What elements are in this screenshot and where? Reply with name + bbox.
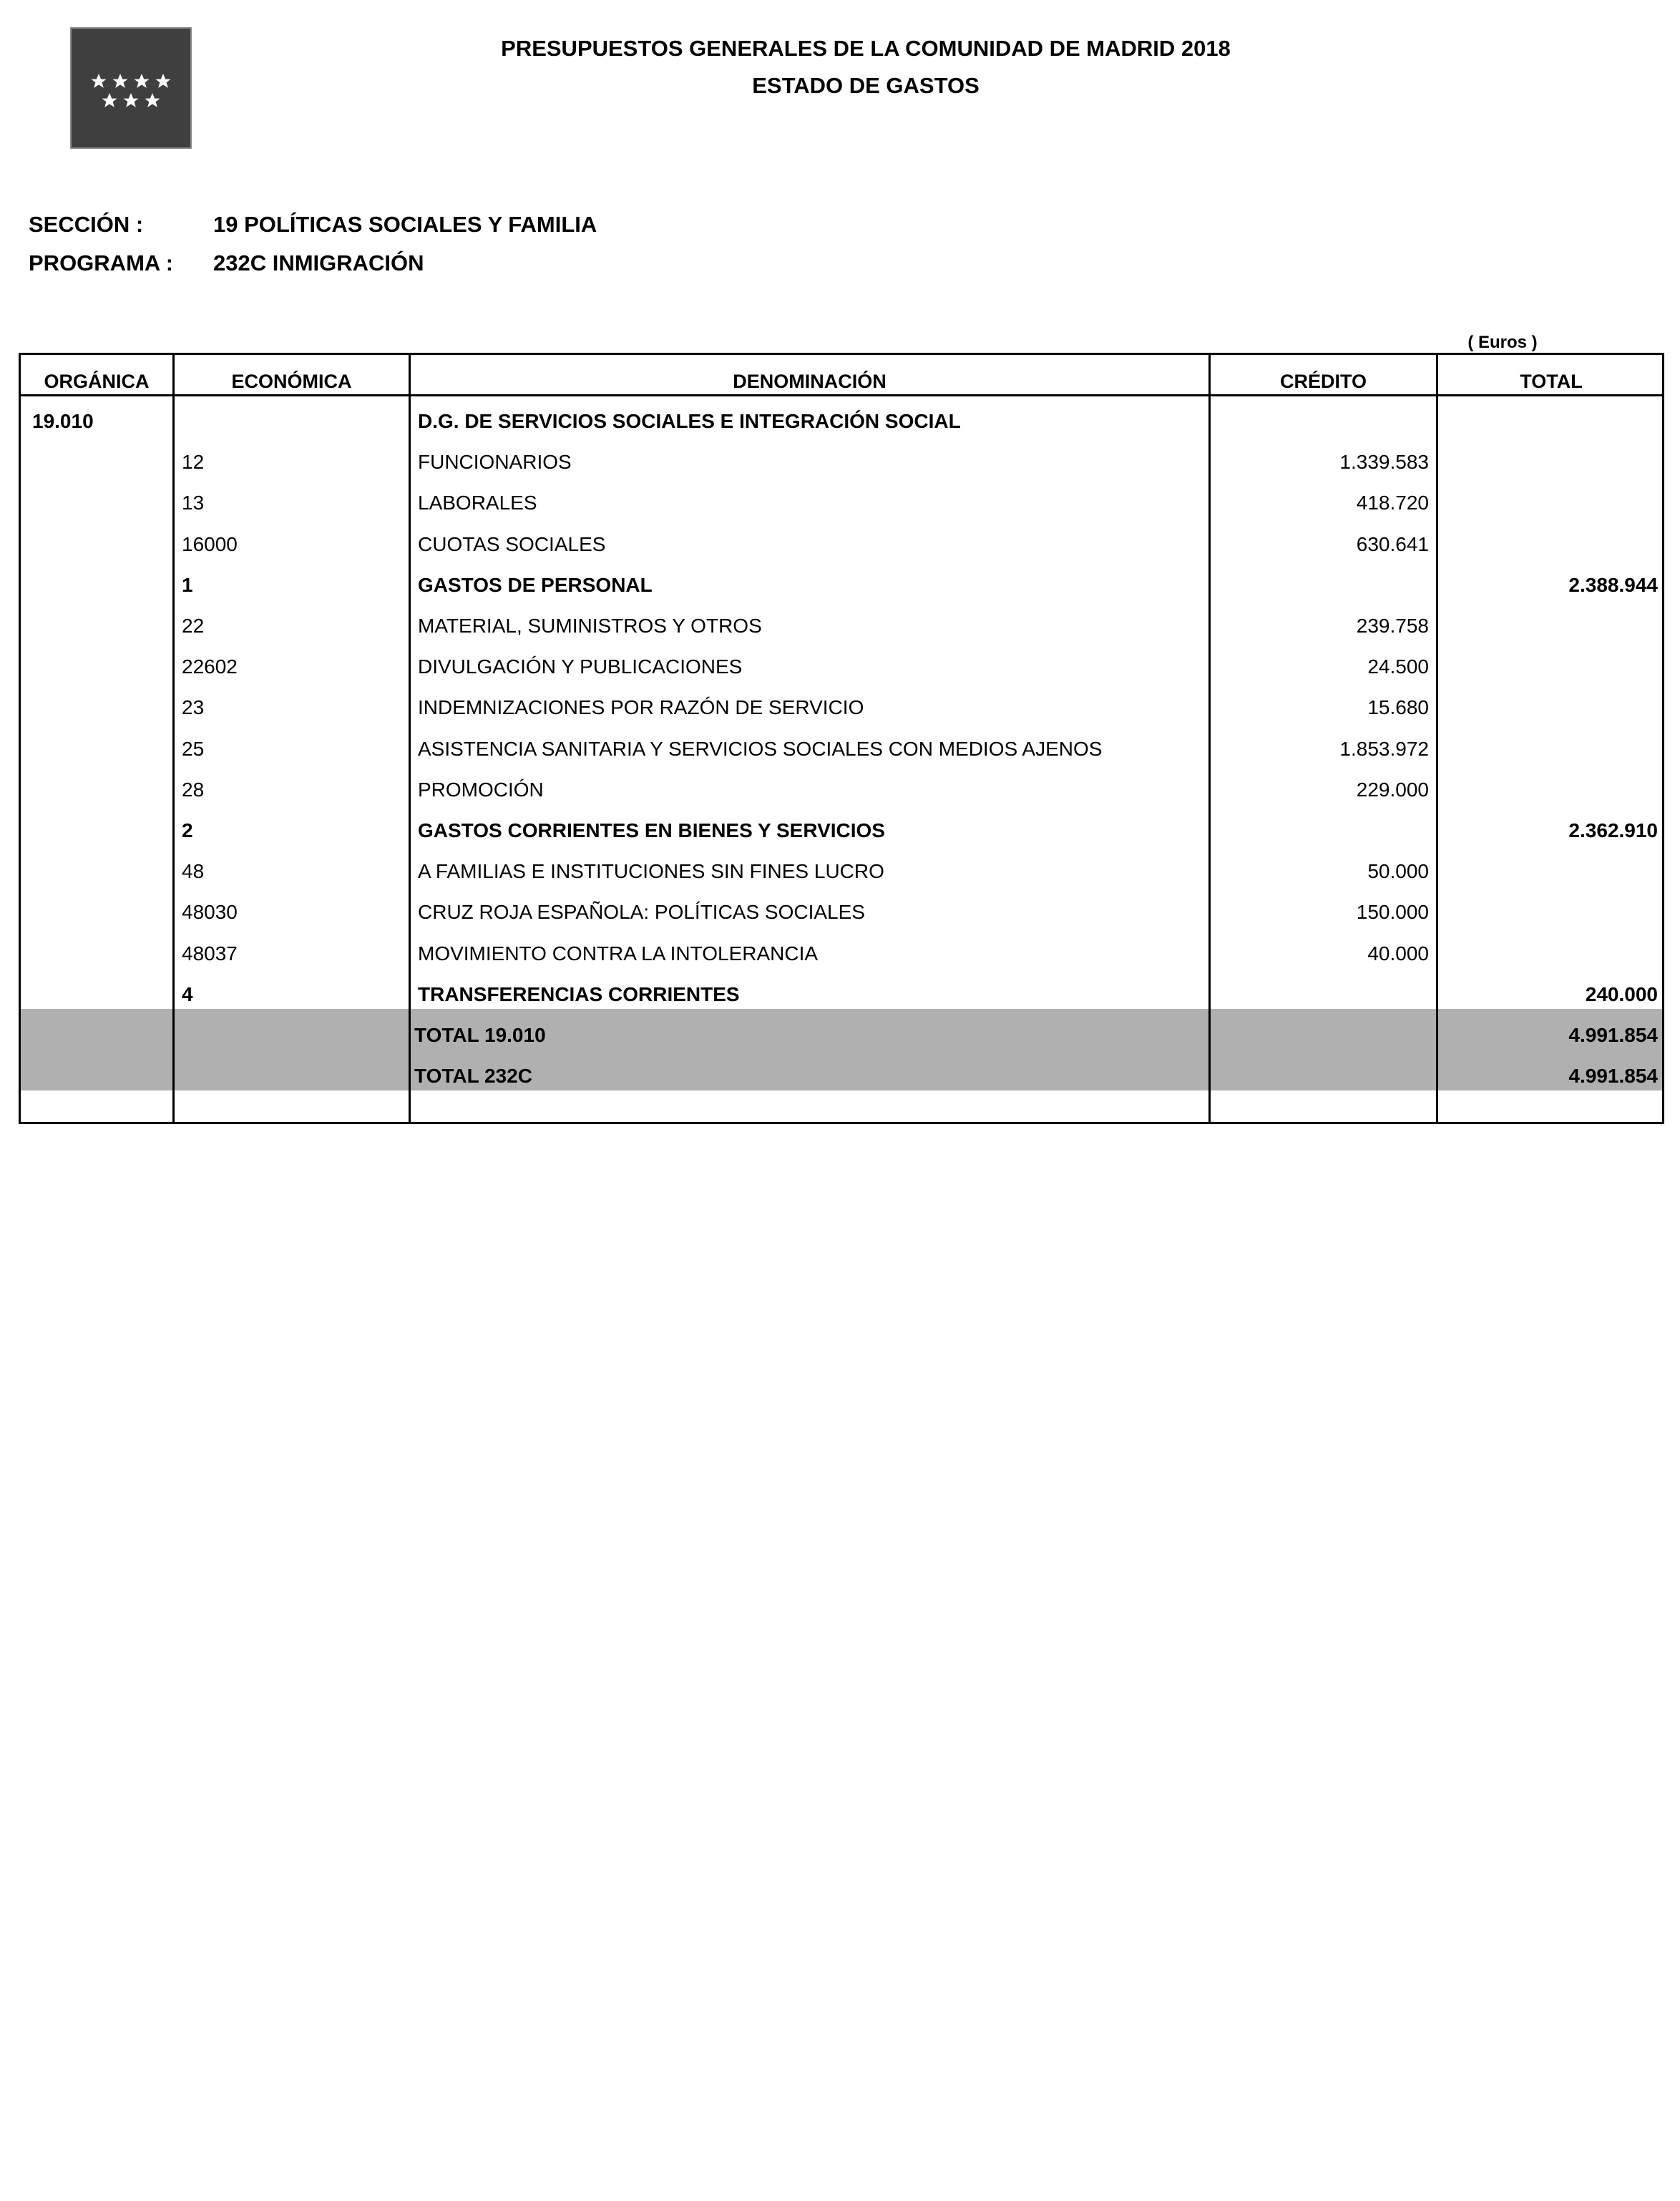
table-cell-credito: 50.000 bbox=[1367, 860, 1429, 882]
column-header-organica: ORGÁNICA bbox=[44, 371, 150, 392]
table-cell-economica: 12 bbox=[182, 451, 205, 473]
column-header-credito: CRÉDITO bbox=[1279, 371, 1367, 392]
table-cell-credito: 239.758 bbox=[1356, 615, 1429, 637]
header-divider bbox=[21, 394, 1662, 396]
column-divider bbox=[409, 355, 411, 1122]
table-cell-credito: 418.720 bbox=[1356, 492, 1429, 514]
table-cell-economica: 2 bbox=[182, 819, 193, 841]
units-label: ( Euros ) bbox=[1467, 333, 1538, 352]
table-cell-credito: 1.853.972 bbox=[1339, 738, 1429, 760]
madrid-stars-flag-icon bbox=[70, 27, 192, 149]
table-cell-economica: 4 bbox=[182, 983, 193, 1005]
table-cell-denominacion: GASTOS CORRIENTES EN BIENES Y SERVICIOS bbox=[418, 819, 885, 841]
table-cell-denominacion: ASISTENCIA SANITARIA Y SERVICIOS SOCIALES CON MEDIOS AJENOS bbox=[418, 738, 1103, 760]
seccion-label: SECCIÓN : bbox=[29, 212, 144, 237]
document-title: PRESUPUESTOS GENERALES DE LA COMUNIDAD DE MADRID 2018 bbox=[501, 36, 1231, 61]
table-cell-denominacion: D.G. DE SERVICIOS SOCIALES E INTEGRACIÓN SOCIAL bbox=[418, 410, 961, 432]
programa-label: PROGRAMA : bbox=[29, 250, 174, 275]
table-cell-total: 2.362.910 bbox=[1568, 819, 1658, 841]
total-row-label: TOTAL 19.010 bbox=[414, 1024, 546, 1046]
table-cell-denominacion: CUOTAS SOCIALES bbox=[418, 533, 606, 555]
table-cell-denominacion: A FAMILIAS E INSTITUCIONES SIN FINES LUCRO bbox=[418, 860, 884, 882]
table-cell-denominacion: MOVIMIENTO CONTRA LA INTOLERANCIA bbox=[418, 942, 819, 965]
total-row-value: 4.991.854 bbox=[1568, 1024, 1658, 1046]
seccion-value: 19 POLÍTICAS SOCIALES Y FAMILIA bbox=[213, 212, 597, 237]
table-cell-economica: 48030 bbox=[182, 901, 238, 923]
table-cell-economica: 28 bbox=[182, 779, 205, 801]
table-cell-credito: 630.641 bbox=[1356, 533, 1429, 555]
column-header-economica: ECONÓMICA bbox=[231, 371, 352, 392]
table-cell-economica: 13 bbox=[182, 492, 205, 514]
programa-value: 232C INMIGRACIÓN bbox=[213, 250, 424, 275]
budget-table bbox=[19, 353, 1664, 1124]
table-cell-credito: 229.000 bbox=[1356, 779, 1429, 801]
table-cell-total: 240.000 bbox=[1585, 983, 1658, 1005]
table-cell-denominacion: MATERIAL, SUMINISTROS Y OTROS bbox=[418, 615, 762, 637]
table-cell-organica: 19.010 bbox=[32, 410, 94, 432]
total-row-label: TOTAL 232C bbox=[414, 1065, 532, 1087]
table-cell-credito: 15.680 bbox=[1367, 696, 1429, 718]
table-cell-economica: 23 bbox=[182, 696, 205, 718]
total-row-value: 4.991.854 bbox=[1568, 1065, 1658, 1087]
column-divider bbox=[1436, 355, 1438, 1122]
table-cell-denominacion: LABORALES bbox=[418, 492, 537, 514]
column-divider bbox=[172, 355, 175, 1122]
table-cell-credito: 40.000 bbox=[1367, 942, 1429, 965]
table-cell-denominacion: TRANSFERENCIAS CORRIENTES bbox=[418, 983, 740, 1005]
table-cell-credito: 24.500 bbox=[1367, 655, 1429, 678]
document-subtitle: ESTADO DE GASTOS bbox=[752, 73, 980, 98]
table-cell-economica: 25 bbox=[182, 738, 205, 760]
table-cell-denominacion: INDEMNIZACIONES POR RAZÓN DE SERVICIO bbox=[418, 696, 864, 718]
column-header-denominacion: DENOMINACIÓN bbox=[733, 371, 887, 392]
table-cell-denominacion: PROMOCIÓN bbox=[418, 779, 544, 801]
table-cell-denominacion: DIVULGACIÓN Y PUBLICACIONES bbox=[418, 655, 743, 678]
table-cell-total: 2.388.944 bbox=[1568, 574, 1658, 596]
table-cell-economica: 48037 bbox=[182, 942, 238, 965]
table-cell-denominacion: FUNCIONARIOS bbox=[418, 451, 572, 473]
column-header-total: TOTAL bbox=[1520, 371, 1583, 392]
table-cell-economica: 22602 bbox=[182, 655, 238, 678]
column-divider bbox=[1208, 355, 1211, 1122]
table-cell-economica: 22 bbox=[182, 615, 205, 637]
table-cell-economica: 16000 bbox=[182, 533, 238, 555]
table-cell-credito: 1.339.583 bbox=[1339, 451, 1429, 473]
table-cell-denominacion: GASTOS DE PERSONAL bbox=[418, 574, 653, 596]
table-cell-denominacion: CRUZ ROJA ESPAÑOLA: POLÍTICAS SOCIALES bbox=[418, 901, 865, 923]
table-cell-economica: 1 bbox=[182, 574, 193, 596]
table-cell-credito: 150.000 bbox=[1356, 901, 1429, 923]
table-cell-economica: 48 bbox=[182, 860, 205, 882]
